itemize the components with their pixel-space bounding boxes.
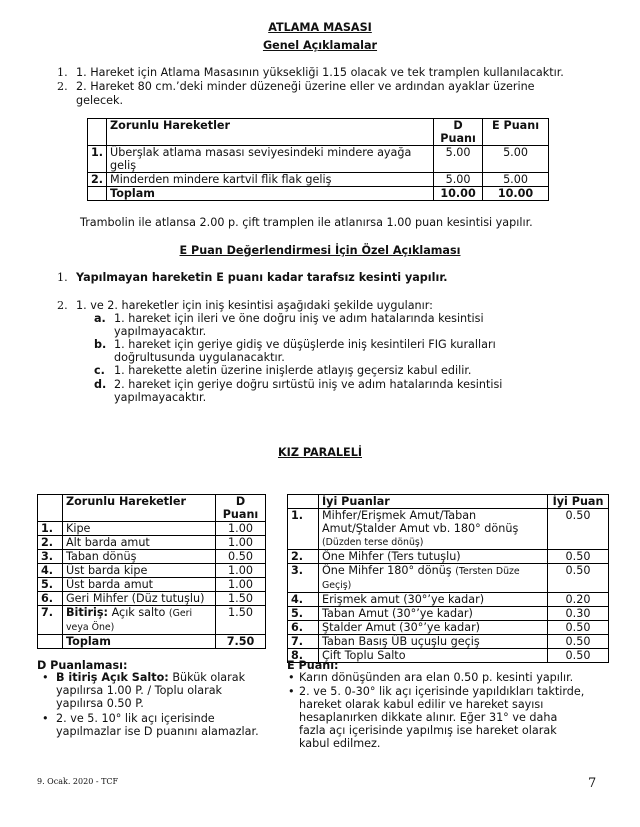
bullet-icon: • [42, 671, 49, 684]
sub-text: 1. harekette aletin üzerine inişlerde atlayış geçersiz kabul edilir. [114, 364, 472, 377]
sub-marker: b. [94, 338, 107, 351]
e-scoring-heading: E Puanı: [287, 659, 339, 672]
note-text: 2. Hareket 80 cm.’deki minder düzeneği üzerine eller ve ardından ayaklar üzerine [76, 80, 535, 93]
footer-date: 9. Ocak. 2020 - TCF [37, 777, 119, 786]
header-cell: Zorunlu Hareketler [107, 119, 434, 146]
page-number: 7 [588, 776, 597, 791]
table-row: 1. Überşlak atlama masası seviyesindeki mindere ayağa geliş 5.00 5.00 [88, 146, 549, 173]
header-cell: E Puanı [483, 119, 549, 146]
note-marker: 2. [57, 80, 68, 93]
table-row: 3. Öne Mihfer 180° dönüş (Tersten Düze Geçiş) 0.50 [288, 564, 609, 593]
table-row: 7. Bitiriş: Açık salto (Geri veya Öne) 1.50 [38, 606, 266, 635]
table-header-row: Zorunlu Hareketler D Puanı [38, 495, 266, 522]
table-row: 6. Ştalder Amut (30°’ye kadar) 0.50 [288, 621, 609, 635]
table-header-row: İyi Puanlar İyi Puan [288, 495, 609, 509]
table-row: 5. Taban Amut (30°’ye kadar) 0.30 [288, 607, 609, 621]
page-title: ATLAMA MASASI [268, 21, 372, 34]
sub-text: 1. hareket için ileri ve öne doğru iniş ve adım hatalarında kesintisi [114, 312, 484, 325]
e-score-heading: E Puan Değerlendirmesi İçin Özel Açıklaması [179, 244, 461, 257]
sub-text: yapılmayacaktır. [114, 391, 207, 404]
e-note-marker: 1. [57, 271, 68, 284]
e-note-marker: 2. [57, 299, 68, 312]
e-note-text: Yapılmayan hareketin E puanı kadar tarafsız kesinti yapılır. [76, 271, 448, 284]
bullet-icon: • [42, 712, 49, 725]
table-row: 2. Öne Mihfer (Ters tutuşlu) 0.50 [288, 550, 609, 564]
good-points-table [287, 494, 609, 663]
e-note-text: 1. ve 2. hareketler için iniş kesintisi aşağıdaki şekilde uygulanır: [76, 299, 433, 312]
sub-text: 1. hareket için geriye gidiş ve düşüşlerde iniş kesintileri FIG kuralları [114, 338, 496, 351]
bars-table [37, 494, 266, 649]
table-total-row: Toplam 7.50 [38, 635, 266, 649]
sub-marker: c. [94, 364, 105, 377]
note-text: 1. Hareket için Atlama Masasının yüksekliği 1.15 olacak ve tek tramplen kullanılacaktır. [76, 66, 564, 79]
page-subtitle: Genel Açıklamalar [262, 39, 378, 52]
table-row: 5. Üst barda amut 1.00 [38, 578, 266, 592]
sub-text: yapılmayacaktır. [114, 325, 207, 338]
note-marker: 1. [57, 66, 68, 79]
vault-table [87, 118, 549, 201]
bullet-icon: • [288, 685, 295, 698]
header-cell: D Puanı [434, 119, 483, 146]
d-scoring-heading: D Puanlaması: [37, 659, 128, 672]
sub-text: doğrultusunda uygulanacaktır. [114, 351, 285, 364]
table-row: 2. Minderden mindere kartvil flik flak geliş 5.00 5.00 [88, 173, 549, 187]
table-row: 2. Alt barda amut 1.00 [38, 536, 266, 550]
sub-marker: d. [94, 378, 107, 391]
note-text: gelecek. [76, 94, 124, 107]
table-row: 4. Üst barda kipe 1.00 [38, 564, 266, 578]
sub-text: 2. hareket için geriye doğru sırtüstü iniş ve adım hatalarında kesintisi [114, 378, 503, 391]
table-total-row: Toplam 10.00 10.00 [88, 187, 549, 201]
trampoline-note: Trambolin ile atlansa 2.00 p. çift tramplen ile atlanırsa 1.00 puan kesintisi yapılır. [80, 216, 533, 229]
table-row: 1. Mihfer/Erişmek Amut/Taban Amut/Ştalder Amut vb. 180° dönüş (Düzden terse dönüş) 0.50 [288, 509, 609, 550]
bullet-icon: • [288, 671, 295, 684]
table-row: 3. Taban dönüş 0.50 [38, 550, 266, 564]
table-row: 6. Geri Mihfer (Düz tutuşlu) 1.50 [38, 592, 266, 606]
table-row: 7. Taban Basış ÜB uçuşlu geçiş 0.50 [288, 635, 609, 649]
sub-marker: a. [94, 312, 106, 325]
table-row: 1. Kipe 1.00 [38, 522, 266, 536]
table-header-row [88, 119, 549, 146]
bars-title: KIZ PARALELİ [277, 446, 362, 459]
table-row: 8. Çift Toplu Salto 0.50 [288, 649, 609, 663]
table-row: 4. Erişmek amut (30°’ye kadar) 0.20 [288, 593, 609, 607]
